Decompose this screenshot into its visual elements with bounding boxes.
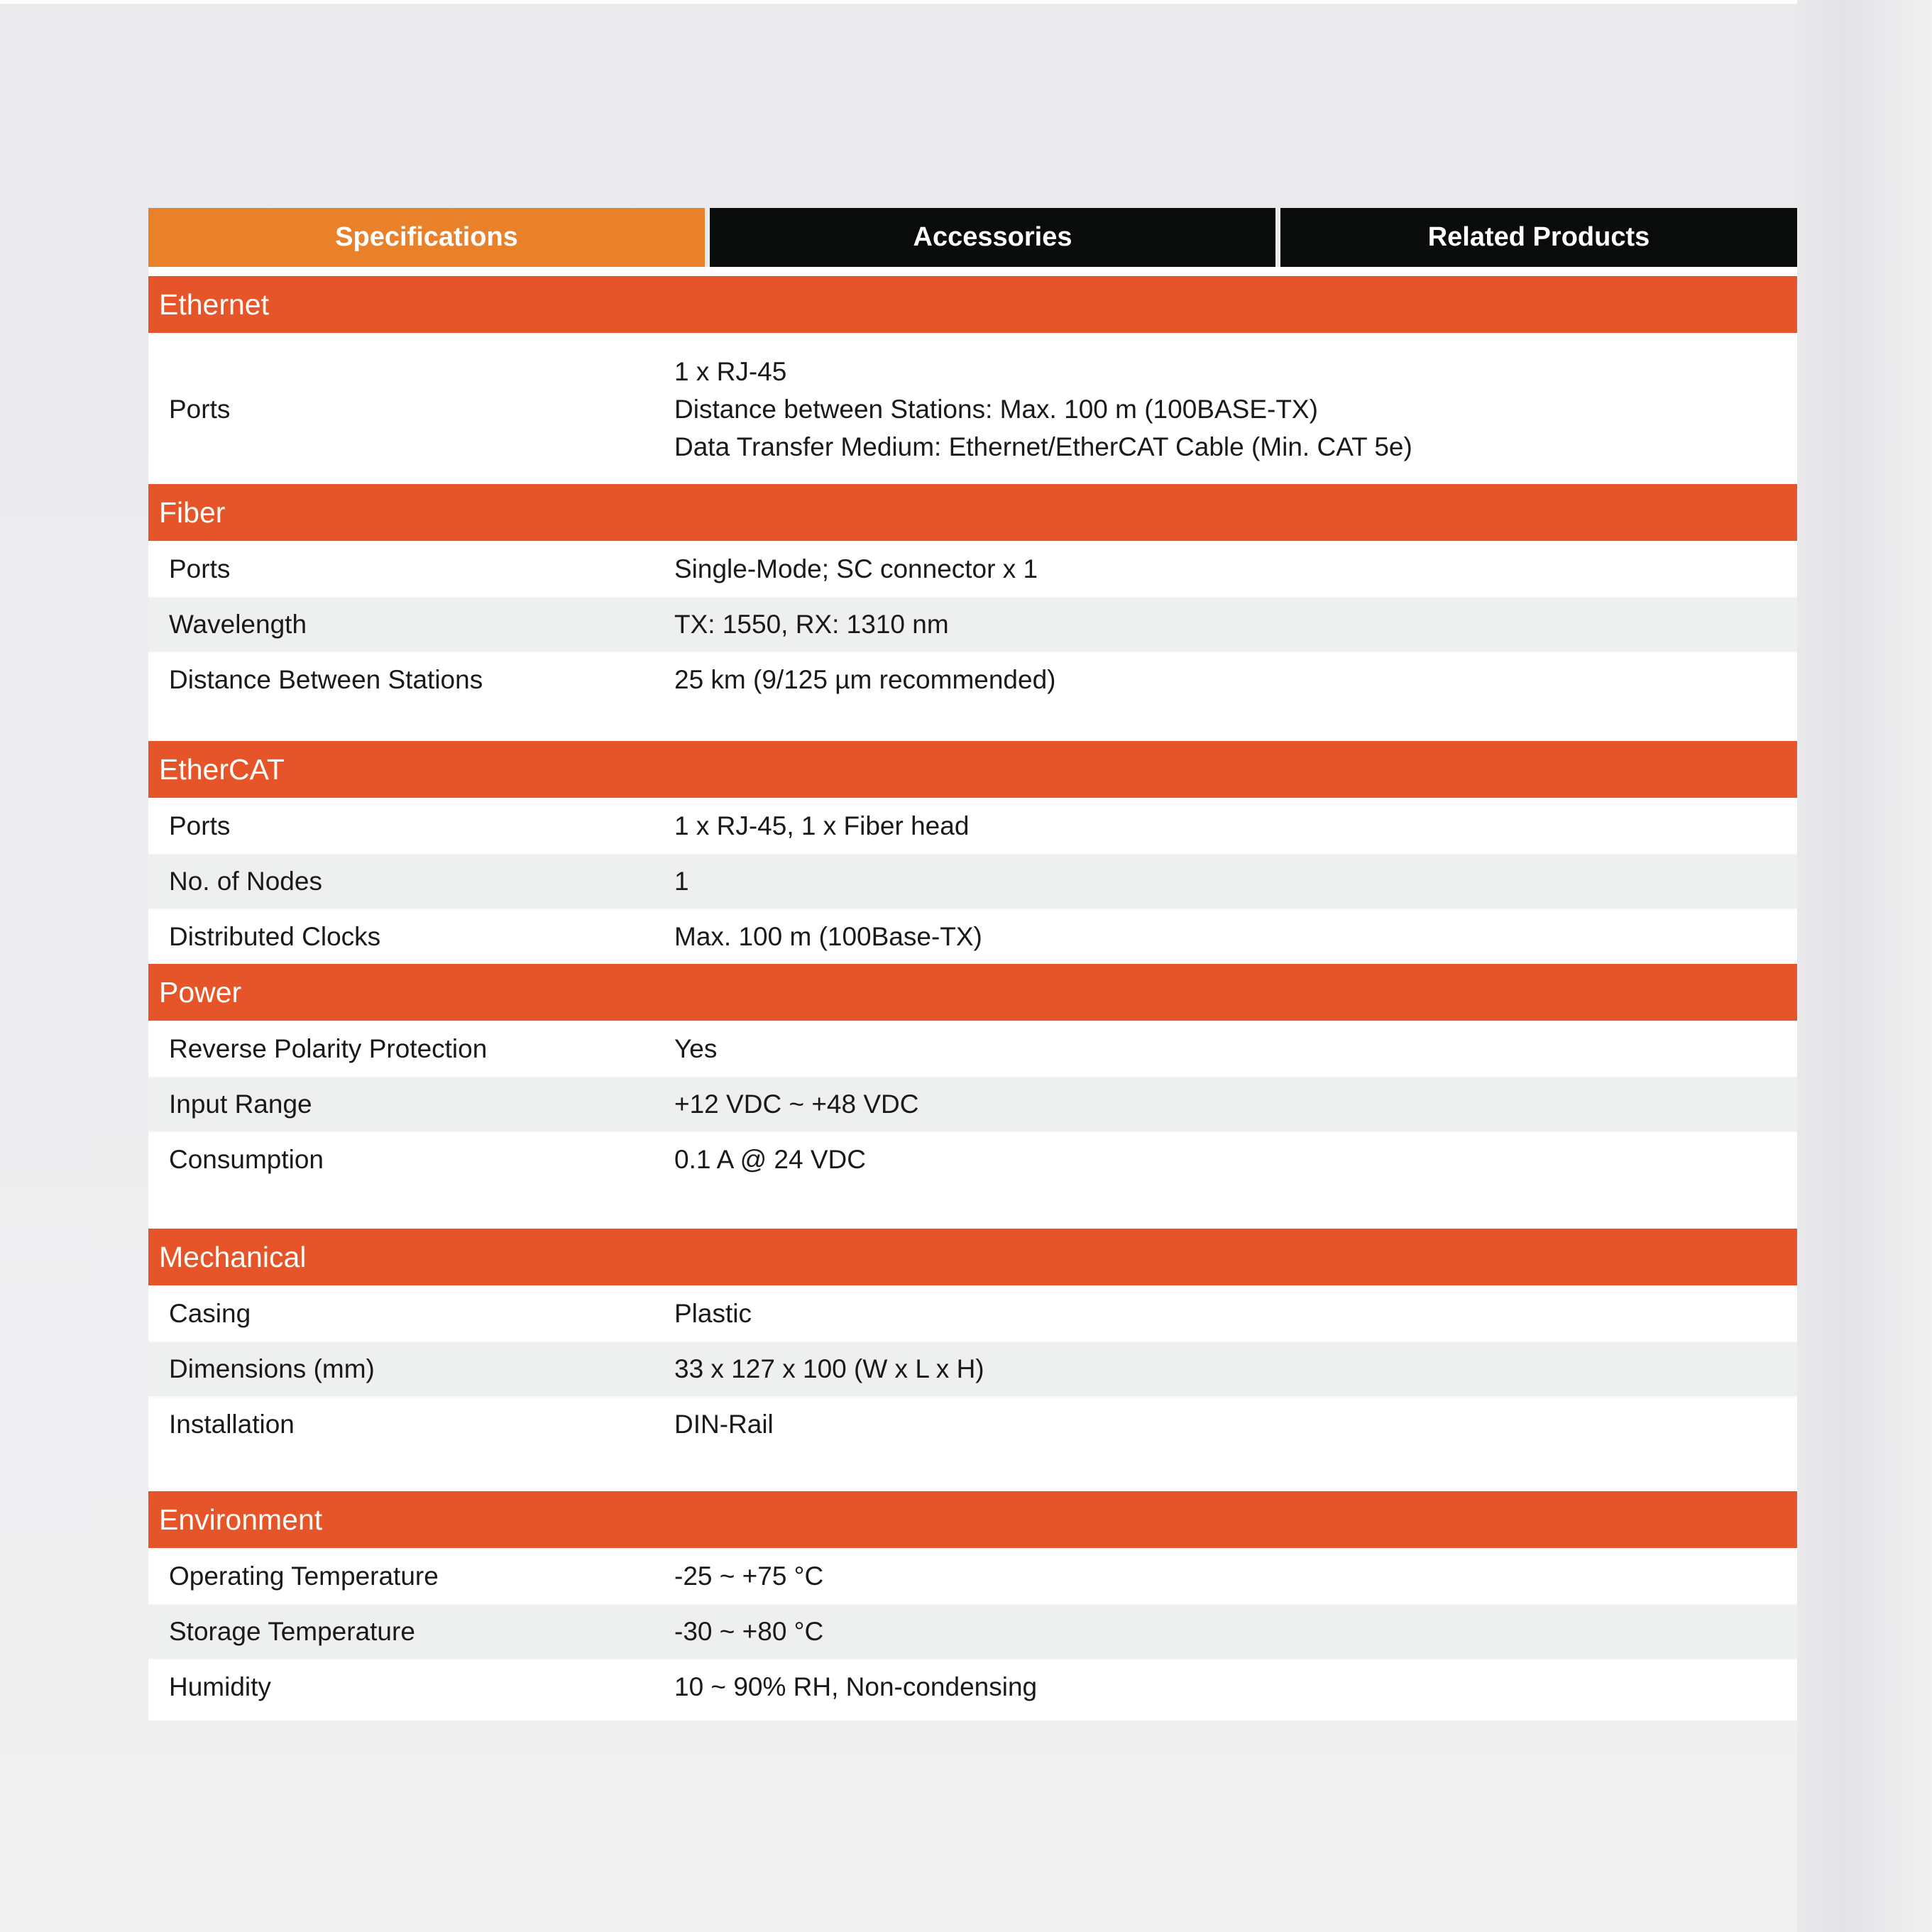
row-value: -30 ~ +80 °C <box>674 1617 824 1646</box>
row-value-line: Data Transfer Medium: Ethernet/EtherCAT Cable (Min. CAT 5e) <box>674 432 1412 461</box>
table-row <box>148 1131 1797 1229</box>
section-rows <box>148 798 1797 964</box>
table-row <box>148 798 1797 853</box>
table-row <box>148 1341 1797 1396</box>
section-ethercat <box>148 741 1797 964</box>
row-label: Casing <box>169 1299 251 1328</box>
row-value: 1 x RJ-45, 1 x Fiber head <box>674 811 970 840</box>
table-row <box>148 1659 1797 1720</box>
section-rows <box>148 1285 1797 1491</box>
tab-accessories[interactable]: Accessories <box>710 208 1275 267</box>
row-label: Distributed Clocks <box>169 922 381 951</box>
table-row <box>148 541 1797 596</box>
section-title-ethernet: Ethernet <box>148 276 1797 333</box>
section-title-environment: Environment <box>148 1491 1797 1548</box>
table-row <box>148 853 1797 909</box>
row-value: +12 VDC ~ +48 VDC <box>674 1090 919 1119</box>
section-rows <box>148 1548 1797 1720</box>
row-label: Ports <box>169 811 231 840</box>
tab-content-gap <box>148 267 1797 276</box>
row-label: Consumption <box>169 1145 324 1174</box>
row-label: Humidity <box>169 1672 271 1701</box>
row-label: No. of Nodes <box>169 867 322 896</box>
table-row <box>148 1603 1797 1659</box>
table-row <box>148 652 1797 741</box>
row-label: Input Range <box>169 1090 312 1119</box>
section-title-fiber: Fiber <box>148 484 1797 541</box>
section-rows <box>148 541 1797 741</box>
row-label: Installation <box>169 1410 295 1439</box>
section-environment <box>148 1491 1797 1720</box>
section-power <box>148 964 1797 1229</box>
section-rows <box>148 333 1797 484</box>
row-label: Operating Temperature <box>169 1561 439 1591</box>
table-row <box>148 1285 1797 1341</box>
row-value <box>674 353 1797 466</box>
table-row <box>148 333 1797 484</box>
table-row <box>148 596 1797 652</box>
row-value: Yes <box>674 1034 718 1063</box>
spec-page <box>148 208 1797 1720</box>
row-label: Storage Temperature <box>169 1617 415 1646</box>
row-value: 10 ~ 90% RH, Non-condensing <box>674 1672 1038 1701</box>
row-value: Plastic <box>674 1299 752 1328</box>
row-label: Ports <box>169 554 231 583</box>
row-label: Dimensions (mm) <box>169 1354 375 1383</box>
row-value: 33 x 127 x 100 (W x L x H) <box>674 1354 984 1383</box>
table-row <box>148 1021 1797 1076</box>
table-row <box>148 909 1797 964</box>
tab-specifications[interactable]: Specifications <box>148 208 705 267</box>
row-label: Wavelength <box>169 610 307 639</box>
section-title-mechanical: Mechanical <box>148 1229 1797 1285</box>
row-value: -25 ~ +75 °C <box>674 1561 824 1591</box>
row-value: 1 <box>674 867 689 896</box>
table-row <box>148 1548 1797 1603</box>
table-row <box>148 1396 1797 1491</box>
row-value: Single-Mode; SC connector x 1 <box>674 554 1038 583</box>
section-mechanical <box>148 1229 1797 1491</box>
row-label: Distance Between Stations <box>169 665 483 694</box>
row-value: 0.1 A @ 24 VDC <box>674 1145 866 1174</box>
row-value: TX: 1550, RX: 1310 nm <box>674 610 949 639</box>
section-title-power: Power <box>148 964 1797 1021</box>
row-value: Max. 100 m (100Base-TX) <box>674 922 982 951</box>
section-rows <box>148 1021 1797 1229</box>
row-value-line: Distance between Stations: Max. 100 m (100BASE-TX) <box>674 395 1318 424</box>
section-ethernet <box>148 276 1797 484</box>
background-shading <box>1797 0 1932 1932</box>
table-row <box>148 1076 1797 1131</box>
row-value-line: 1 x RJ-45 <box>674 357 787 386</box>
section-title-ethercat: EtherCAT <box>148 741 1797 798</box>
row-label: Ports <box>169 394 231 424</box>
row-value: DIN-Rail <box>674 1410 774 1439</box>
row-label: Reverse Polarity Protection <box>169 1034 488 1063</box>
row-value: 25 km (9/125 µm recommended) <box>674 665 1056 694</box>
tab-related-products[interactable]: Related Products <box>1280 208 1797 267</box>
section-fiber <box>148 484 1797 741</box>
tab-bar <box>148 208 1797 267</box>
